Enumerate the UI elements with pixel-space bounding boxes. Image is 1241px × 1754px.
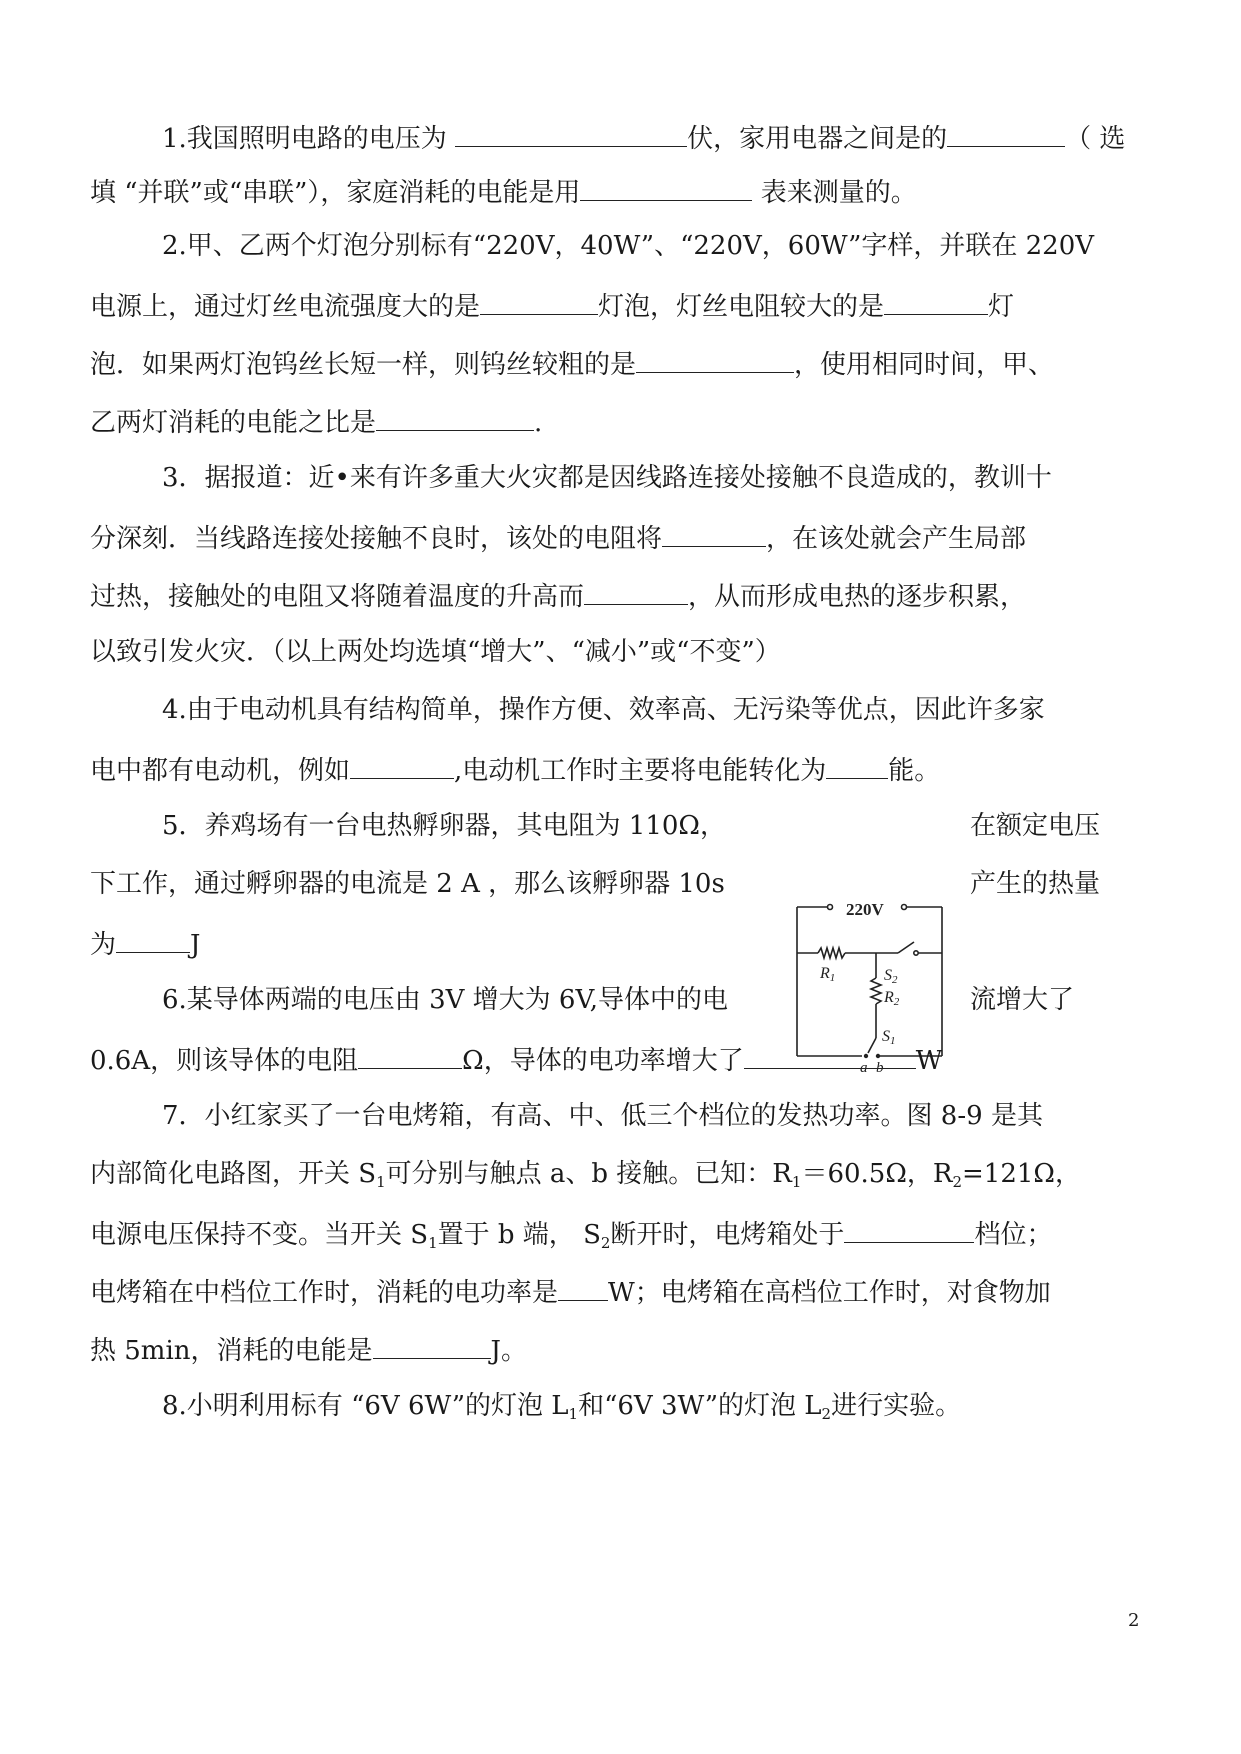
q8-text: 和“6V 3W”的灯泡 L	[578, 1391, 822, 1421]
q2-text: 乙两灯消耗的电能之比是	[90, 408, 377, 438]
q7-blank-level[interactable]	[844, 1214, 974, 1243]
q7-text: 电烤箱在中档位工作时，消耗的电功率是	[90, 1278, 559, 1308]
q7-text: 断开时，电烤箱处于	[610, 1220, 845, 1250]
q1-text: 填 “并联”或“串联”），家庭消耗的电能是用	[90, 178, 581, 208]
q7-text: 热 5min，消耗的电能是	[90, 1336, 373, 1366]
q7-text: W；电烤箱在高档位工作时，对食物加	[608, 1278, 1051, 1308]
s2-label: S	[884, 967, 892, 984]
q2-line1: 2.甲、乙两个灯泡分别标有“220V，40W”、“220V，60W”字样，并联在 220V	[162, 231, 1095, 261]
q6-text: Ω，导体的电功率增大了	[462, 1046, 744, 1076]
q7-line5	[90, 1330, 527, 1369]
q2-blank-current[interactable]	[480, 286, 598, 315]
contact-b-label: b	[876, 1060, 884, 1073]
q2-blank-ratio[interactable]	[376, 402, 534, 431]
terminal-left	[828, 905, 833, 910]
q4-text: ,电动机工作时主要将电能转化为	[454, 756, 827, 786]
svg-text:S2	[884, 967, 898, 986]
q3-text: ，在该处就会产生局部	[766, 524, 1027, 554]
q7-text: ＝60.5Ω，R	[801, 1159, 953, 1189]
q3-text: 过热，接触处的电阻又将随着温度的升高而	[90, 582, 585, 612]
q4-blank-energy[interactable]	[826, 750, 888, 779]
q3-blank-temperature[interactable]	[584, 576, 688, 605]
q4-line1: 4.由于电动机具有结构简单，操作方便、效率高、无污染等优点，因此许多家	[162, 695, 1045, 725]
q7-subscript: 2	[600, 1234, 611, 1252]
q6-text: W	[915, 1046, 943, 1076]
q5-text: 为	[90, 930, 117, 960]
r1-sub: 1	[829, 972, 836, 984]
q7-line3	[90, 1214, 1052, 1261]
q3-text: ，从而形成电热的逐步积累，	[688, 582, 1027, 612]
q2-text: .	[534, 408, 543, 438]
q7-text: 内部简化电路图，开关 S	[90, 1159, 377, 1189]
q7-subscript: 1	[791, 1173, 802, 1191]
q1-text: 伏，家用电器之间是的	[687, 124, 948, 154]
q5-line2: 下工作，通过孵卵器的电流是 2 A ，那么该孵卵器 10s	[90, 869, 725, 899]
q7-subscript: 1	[428, 1234, 438, 1252]
q5-line1-right: 在额定电压	[970, 811, 1101, 841]
q4-text: 电中都有电动机，例如	[90, 756, 351, 786]
q7-blank-power[interactable]	[558, 1272, 608, 1301]
q1-text: 1.我国照明电路的电压为	[162, 124, 456, 154]
q1-text: 表来测量的。	[752, 178, 917, 208]
q3-line4: 以致引发火灾．（以上两处均选填“增大”、“减小”或“不变”）	[90, 637, 781, 667]
q4-text: 能。	[888, 756, 941, 786]
q2-blank-resistance[interactable]	[884, 286, 988, 315]
r2-sub: 2	[893, 996, 900, 1008]
r2-label: R	[884, 989, 894, 1006]
q2-text: 灯	[988, 292, 1015, 322]
q7-line1: 7．小红家买了一台电烤箱，有高、中、低三个档位的发热功率。图 8-9 是其	[162, 1101, 1043, 1131]
page-number: 2	[1128, 1610, 1140, 1631]
svg-text:R1	[819, 965, 835, 984]
s1-label: S	[882, 1028, 890, 1045]
q2-text: ，使用相同时间，甲、	[794, 350, 1055, 380]
q7-text: =121Ω，	[962, 1159, 1081, 1189]
voltage-label: 220V	[846, 900, 884, 919]
q4-blank-example[interactable]	[350, 750, 454, 779]
q1-blank-meter[interactable]	[580, 172, 752, 201]
q8-subscript: 1	[568, 1405, 579, 1423]
q6-line1: 6.某导体两端的电压由 3V 增大为 6V,导体中的电	[162, 985, 728, 1015]
q6-blank-resistance[interactable]	[358, 1040, 462, 1069]
q8-text: 进行实验。	[831, 1391, 962, 1421]
q2-blank-thicker[interactable]	[636, 344, 794, 373]
q5-line2-right: 产生的热量	[970, 869, 1101, 899]
s1-sub: 1	[890, 1035, 896, 1047]
r1-label: R	[820, 965, 830, 982]
q2-line3	[90, 344, 1054, 383]
q8-line1	[162, 1388, 961, 1432]
q7-blank-energy[interactable]	[373, 1330, 491, 1359]
q3-text: 分深刻．当线路连接处接触不良时，该处的电阻将	[90, 524, 663, 554]
resistor-r1	[818, 948, 845, 958]
q7-text: J。	[490, 1336, 527, 1366]
q5-blank-heat[interactable]	[116, 924, 190, 953]
q1-blank-voltage[interactable]	[455, 118, 687, 147]
q6-text: 0.6A，则该导体的电阻	[90, 1046, 359, 1076]
q4-line2	[90, 750, 940, 789]
q7-text: 置于 b 端， S	[437, 1220, 601, 1250]
q1-text: （ 选	[1065, 124, 1126, 154]
q2-text: 泡．如果两灯泡钨丝长短一样，则钨丝较粗的是	[90, 350, 637, 380]
q6-line1-right: 流增大了	[970, 985, 1075, 1015]
q6-blank-power[interactable]	[744, 1040, 916, 1069]
s2-sub: 2	[892, 974, 898, 986]
q3-line3	[90, 576, 1026, 615]
q2-line4	[90, 402, 542, 441]
q1-line2	[90, 172, 917, 211]
q7-line4	[90, 1272, 1051, 1311]
q6-line2	[90, 1040, 942, 1079]
q7-text: 可分别与触点 a、b 接触。已知：R	[385, 1159, 792, 1189]
q5-line1: 5．养鸡场有一台电热孵卵器，其电阻为 110Ω，	[162, 811, 726, 841]
q7-text: 电源电压保持不变。当开关 S	[90, 1220, 429, 1250]
q3-blank-resistance[interactable]	[662, 518, 766, 547]
q7-line2	[90, 1156, 1081, 1200]
q7-text: 档位；	[974, 1220, 1053, 1250]
q2-line2	[90, 286, 1014, 325]
terminal-right	[902, 905, 907, 910]
q3-line2	[90, 518, 1026, 557]
q5-text: J	[190, 930, 201, 960]
q2-text: 电源上，通过灯丝电流强度大的是	[90, 292, 481, 322]
contact-a-label: a	[860, 1060, 868, 1073]
resistor-r2	[871, 978, 881, 1004]
q5-line3	[90, 924, 200, 963]
switch-s2	[898, 942, 914, 953]
q1-blank-connection[interactable]	[947, 118, 1065, 147]
q8-subscript: 2	[821, 1405, 832, 1423]
q7-subscript: 2	[952, 1173, 963, 1191]
svg-text:R2	[883, 989, 900, 1008]
q8-text: 8.小明利用标有 “6V 6W”的灯泡 L	[162, 1391, 569, 1421]
q7-subscript: 1	[376, 1173, 386, 1191]
q1-line1	[162, 118, 1125, 157]
q3-line1: 3．据报道：近•来有许多重大火灾都是因线路连接处接触不良造成的，教训十	[162, 463, 1052, 493]
q2-text: 灯泡，灯丝电阻较大的是	[598, 292, 885, 322]
